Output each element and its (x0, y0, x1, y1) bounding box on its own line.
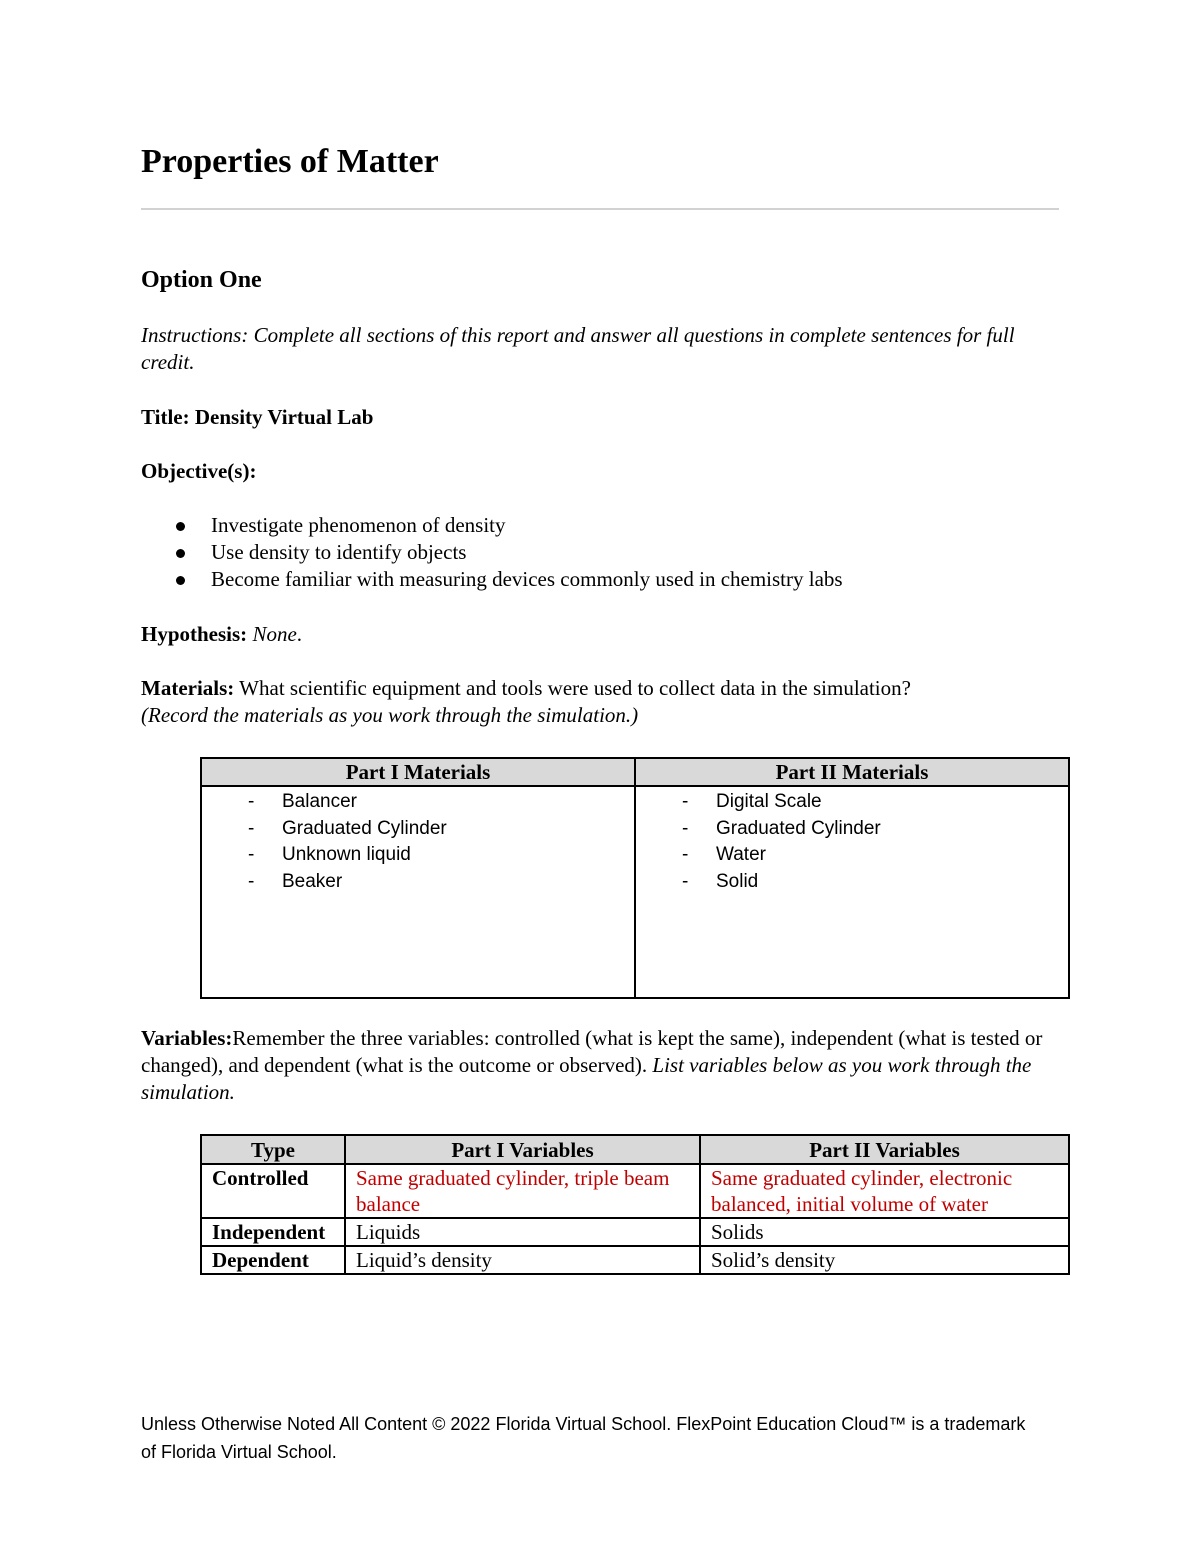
variables-header-part1: Part I Variables (345, 1135, 700, 1164)
variable-type: Controlled (201, 1164, 345, 1218)
copyright-footer: Unless Otherwise Noted All Content © 2022 Florida Virtual School. FlexPoint Education Cloud™ is a trademark of Florida Virtual School. (141, 1414, 1026, 1462)
lab-title-line (141, 404, 1061, 431)
material-text: Graduated Cylinder (716, 817, 881, 839)
section-heading: Option One (141, 267, 262, 293)
hypothesis-line (141, 621, 1061, 648)
dash-marker: - (682, 817, 689, 839)
material-text: Beaker (282, 870, 343, 892)
materials-table (200, 757, 1070, 999)
bullet-icon (176, 549, 185, 558)
variables-table (200, 1134, 1070, 1275)
objective-text: Become familiar with measuring devices commonly used in chemistry labs (211, 567, 843, 591)
variable-part1: Liquids (345, 1218, 700, 1246)
material-text: Digital Scale (716, 791, 822, 812)
dash-marker: - (248, 870, 255, 892)
bullet-icon (176, 576, 185, 585)
document-title: Properties of Matter (141, 143, 439, 180)
objective-text: Use density to identify objects (211, 540, 467, 564)
title-divider (141, 208, 1059, 210)
objective-text: Investigate phenomenon of density (211, 513, 506, 537)
variable-part1: Same graduated cylinder, triple beam balance (345, 1164, 700, 1218)
dash-marker: - (248, 791, 255, 812)
list-item (202, 869, 634, 896)
list-item (141, 566, 843, 593)
materials-label: Materials: (141, 676, 235, 700)
variable-part2: Solids (700, 1218, 1069, 1246)
objectives-list (141, 512, 843, 593)
material-text: Solid (716, 870, 759, 892)
variables-paragraph (141, 1025, 1056, 1106)
hypothesis-label: Hypothesis: (141, 622, 248, 646)
list-item (636, 816, 1068, 843)
materials-paragraph (141, 675, 1061, 729)
instructions-text: Instructions: Complete all sections of this report and answer all questions in complete sentences for full credit. (141, 323, 1015, 374)
table-row (201, 1164, 1069, 1218)
variables-label: Variables: (141, 1026, 233, 1050)
variables-note: List variables below as you work through the simulation. (141, 1053, 1032, 1104)
variable-part2: Same graduated cylinder, electronic balanced, initial volume of water (700, 1164, 1069, 1218)
materials-header-part1: Part I Materials (201, 758, 635, 786)
list-item (636, 869, 1068, 896)
table-row (201, 1246, 1069, 1274)
material-text: Water (716, 844, 766, 865)
table-row (201, 786, 1069, 998)
list-item (202, 816, 634, 843)
variables-text: Remember the three variables: controlled (what is kept the same), independent (what is tested or changed), and dependent (what is the outcome or observed). (141, 1026, 1043, 1077)
dash-marker: - (682, 870, 689, 892)
list-item (636, 789, 1068, 816)
dash-marker: - (248, 844, 255, 865)
materials-question: What scientific equipment and tools were used to collect data in the simulation? (239, 676, 911, 700)
table-header-row (201, 758, 1069, 786)
dash-marker: - (248, 817, 255, 839)
dash-marker: - (682, 844, 689, 865)
hypothesis-value: None (252, 622, 297, 646)
material-text: Unknown liquid (282, 844, 411, 865)
dash-marker: - (682, 791, 689, 812)
variable-part2: Solid’s density (700, 1246, 1069, 1274)
materials-cell-part2 (635, 786, 1069, 998)
list-item (202, 842, 634, 869)
variables-header-part2: Part II Variables (700, 1135, 1069, 1164)
variable-type: Independent (201, 1218, 345, 1246)
lab-title-value: Density Virtual Lab (194, 405, 374, 429)
variable-type: Dependent (201, 1246, 345, 1274)
variables-header-type: Type (201, 1135, 345, 1164)
lab-title-label: Title: (141, 405, 190, 429)
table-row (201, 1218, 1069, 1246)
material-text: Graduated Cylinder (282, 817, 447, 839)
hypothesis-end: . (296, 622, 303, 646)
part2-materials-list (636, 789, 1068, 895)
variable-part1: Liquid’s density (345, 1246, 700, 1274)
list-item (141, 539, 843, 566)
list-item (202, 789, 634, 816)
materials-cell-part1 (201, 786, 635, 998)
materials-note: (Record the materials as you work through the simulation.) (141, 703, 639, 727)
part1-materials-list (202, 789, 634, 895)
bullet-icon (176, 522, 185, 531)
objectives-label: Objective(s): (141, 459, 257, 483)
materials-header-part2: Part II Materials (635, 758, 1069, 786)
table-header-row (201, 1135, 1069, 1164)
material-text: Balancer (282, 791, 357, 812)
list-item (636, 842, 1068, 869)
list-item (141, 512, 843, 539)
